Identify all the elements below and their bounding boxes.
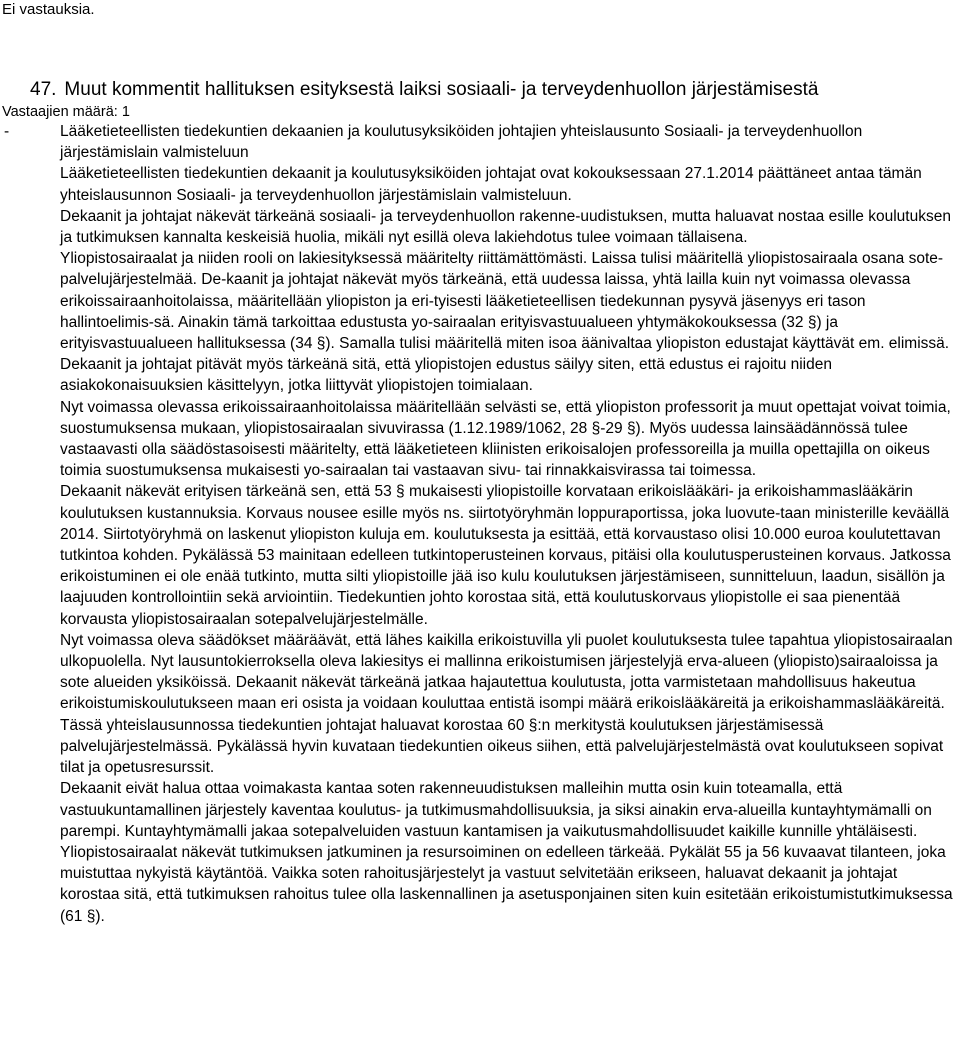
response-paragraph: Yliopistosairaalat ja niiden rooli on lakiesityksessä määritelty riittämättömästi. Laissa tulisi määritellä yliopistosairaala osana sote-palvelujärjestelmää. De-kaanit ja johtajat näkevät myös tärkeänä, että uudessa laissa, yhtä lailla kuin nyt voimassa olevassa erikoissairaanhoitolaissa, määritellään yliopiston ja eri-tyisesti lääketieteellisen tiedekunnan pysyvä jäsenyys eri tason hallintoelimis-sä. Ainakin tämä tarkoittaa edustusta yo-sairaalan erityisvastuualueen yhtymäkokouksessa (32 §) ja erityisvastuualueen hallituksessa (34 §). Samalla tulisi määritellä miten isoa äänivaltaa yliopiston edustajat käyttävät em. elimissä. Dekaanit ja johtajat pitävät myös tärkeänä sitä, että yliopistojen edustus säilyy siten, että edustus ei rajoitu niiden asiakokonaisuuksien käsittelyyn, jotka liittyvät yliopistojen toimialaan. xyxy=(60,250,950,395)
header-note: Ei vastauksia. xyxy=(2,1,95,18)
response-paragraph: Tässä yhteislausunnossa tiedekuntien johtajat haluavat korostaa 60 §:n merkitystä koulutuksen järjestämisessä palvelujärjestelmässä. Pykälässä hyvin kuvataan tiedekuntien oikeus siihen, että palvelujärjestelmästä ovat koulutukseen sopivat tilat ja opetusresurssit. xyxy=(60,716,944,777)
section-heading xyxy=(30,78,818,102)
respondent-count: Vastaajien määrä: 1 xyxy=(2,104,130,120)
section-number: 47. xyxy=(30,79,57,100)
section-title: Muut kommentit hallituksen esityksestä laiksi sosiaali- ja terveydenhuollon järjestämisestä xyxy=(64,79,819,100)
response-paragraph: Lääketieteellisten tiedekuntien dekaanit ja koulutusyksiköiden johtajat ovat kokouksessaan 27.1.2014 päättäneet antaa tämän yhteislausunnon Sosiaali- ja terveydenhuollon järjestämislain valmisteluun. xyxy=(60,165,922,204)
response-paragraph: Lääketieteellisten tiedekuntien dekaanien ja koulutusyksiköiden johtajien yhteislausunto Sosiaali- ja terveydenhuollon järjestämislain valmisteluun xyxy=(60,123,863,162)
response-text xyxy=(60,121,957,927)
response-paragraph: Dekaanit ja johtajat näkevät tärkeänä sosiaali- ja terveydenhuollon rakenne-uudistuksen, mutta haluavat nostaa esille koulutuksen ja tutkimuksen kannalta keskeisiä huolia, mikäli nyt esillä oleva lakiehdotus tulee voimaan tällaisena. xyxy=(60,207,951,247)
response-paragraph: Dekaanit näkevät erityisen tärkeänä sen, että 53 § mukaisesti yliopistoille korvataan erikoislääkäri- ja erikoishammaslääkärin koulutuksen kustannuksia. Korvaus nousee esille myös ns. siirtotyöryhmän loppuraportissa, joka luovute-taan ministerille keväällä 2014. Siirtotyöryhmä on laskenut yliopiston kuluja em. koulutuksesta ja esittää, että korvaustaso olisi 10.000 euroa koulutettavan tutkintoa kohden. Pykälässä 53 mainitaan edelleen tutkintoperusteinen korvaus, pitäisi olla koulutusperusteinen korvaus. Jatkossa erikoistuminen ei ole enää tutkinto, mutta silti yliopistoille jää iso kulu koulutuksen järjestämiseen, sunnitteluun, laadun, sisällön ja laajuuden kontrollointiin sekä arviointiin. Tiedekuntien johto korostaa sitä, että koulutuskorvaus yliopistolle ei saa pienentää korvausta yliopistosairaalan sotepalvelujärjestelmälle. xyxy=(60,483,951,628)
response-paragraph: Nyt voimassa oleva säädökset määräävät, että lähes kaikilla erikoistuvilla yli puolet koulutuksesta tulee tapahtua yliopistosairaalan ulkopuolella. Nyt lausuntokierroksella oleva lakiesitys ei mallinna erikoistumisen järjestelyjä erva-alueen (yliopisto)sairaaloissa ja sote alueiden yksiköissä. Dekaanit näkevät tärkeänä jatkaa hajautettua koulutusta, jotta varmistetaan mahdollisuus hakeutua erikoistumiskoulutukseen maan eri osista ja voidaan kouluttaa entistä isompi määrä erikoislääkäreitä ja erikoishammaslääkäreitä. xyxy=(60,631,953,713)
response-paragraph: Dekaanit eivät halua ottaa voimakasta kantaa soten rakenneuudistuksen malleihin mutta osin kuin toteamalla, että vastuukuntamallinen järjestely kaventaa koulutus- ja tutkimusmahdollisuuksia, ja siksi ainakin erva-alueilla kuntayhtymämalli on parempi. Kuntayhtymämalli jakaa sotepalveluiden vastuun kantamisen ja vaikutusmahdollisuudet kaikille kunnille yhtäläisesti. xyxy=(60,780,932,840)
response-paragraph: Nyt voimassa olevassa erikoissairaanhoitolaissa määritellään selvästi se, että yliopiston professorit ja muut opettajat voivat toimia, suostumuksensa mukaan, yliopistosairaalan sivuvirassa (1.12.1989/1062, 28 §-29 §). Myös uudessa lainsäädännössä tulee vastaavasti olla säädöstasoisesti määritelty, että lääketieteen kliinisten erikoisalojen professoreilla ja muilla opettajilla on oikeus toimia suostumuksensa mukaisesti yo-sairaalan tai vastaavan sivu- tai rinnakkaisvirassa tai toimessa. xyxy=(60,398,951,480)
response-bullet: - xyxy=(4,123,10,140)
response-paragraph: Yliopistosairaalat näkevät tutkimuksen jatkuminen ja resursoiminen on edelleen tärkeää. Pykälät 55 ja 56 kuvaavat tilanteen, joka muistuttaa nykyistä käytäntöä. Vaikka soten rahoitusjärjestelyt ja vastuut selvitetään erikseen, haluavat dekaanit ja johtajat korostaa sitä, että tutkimuksen rahoitus tulee olla laskennallinen ja asetusponjainen siten kuin esitetään erikoistumistutkimuksessa (61 §). xyxy=(60,843,953,925)
